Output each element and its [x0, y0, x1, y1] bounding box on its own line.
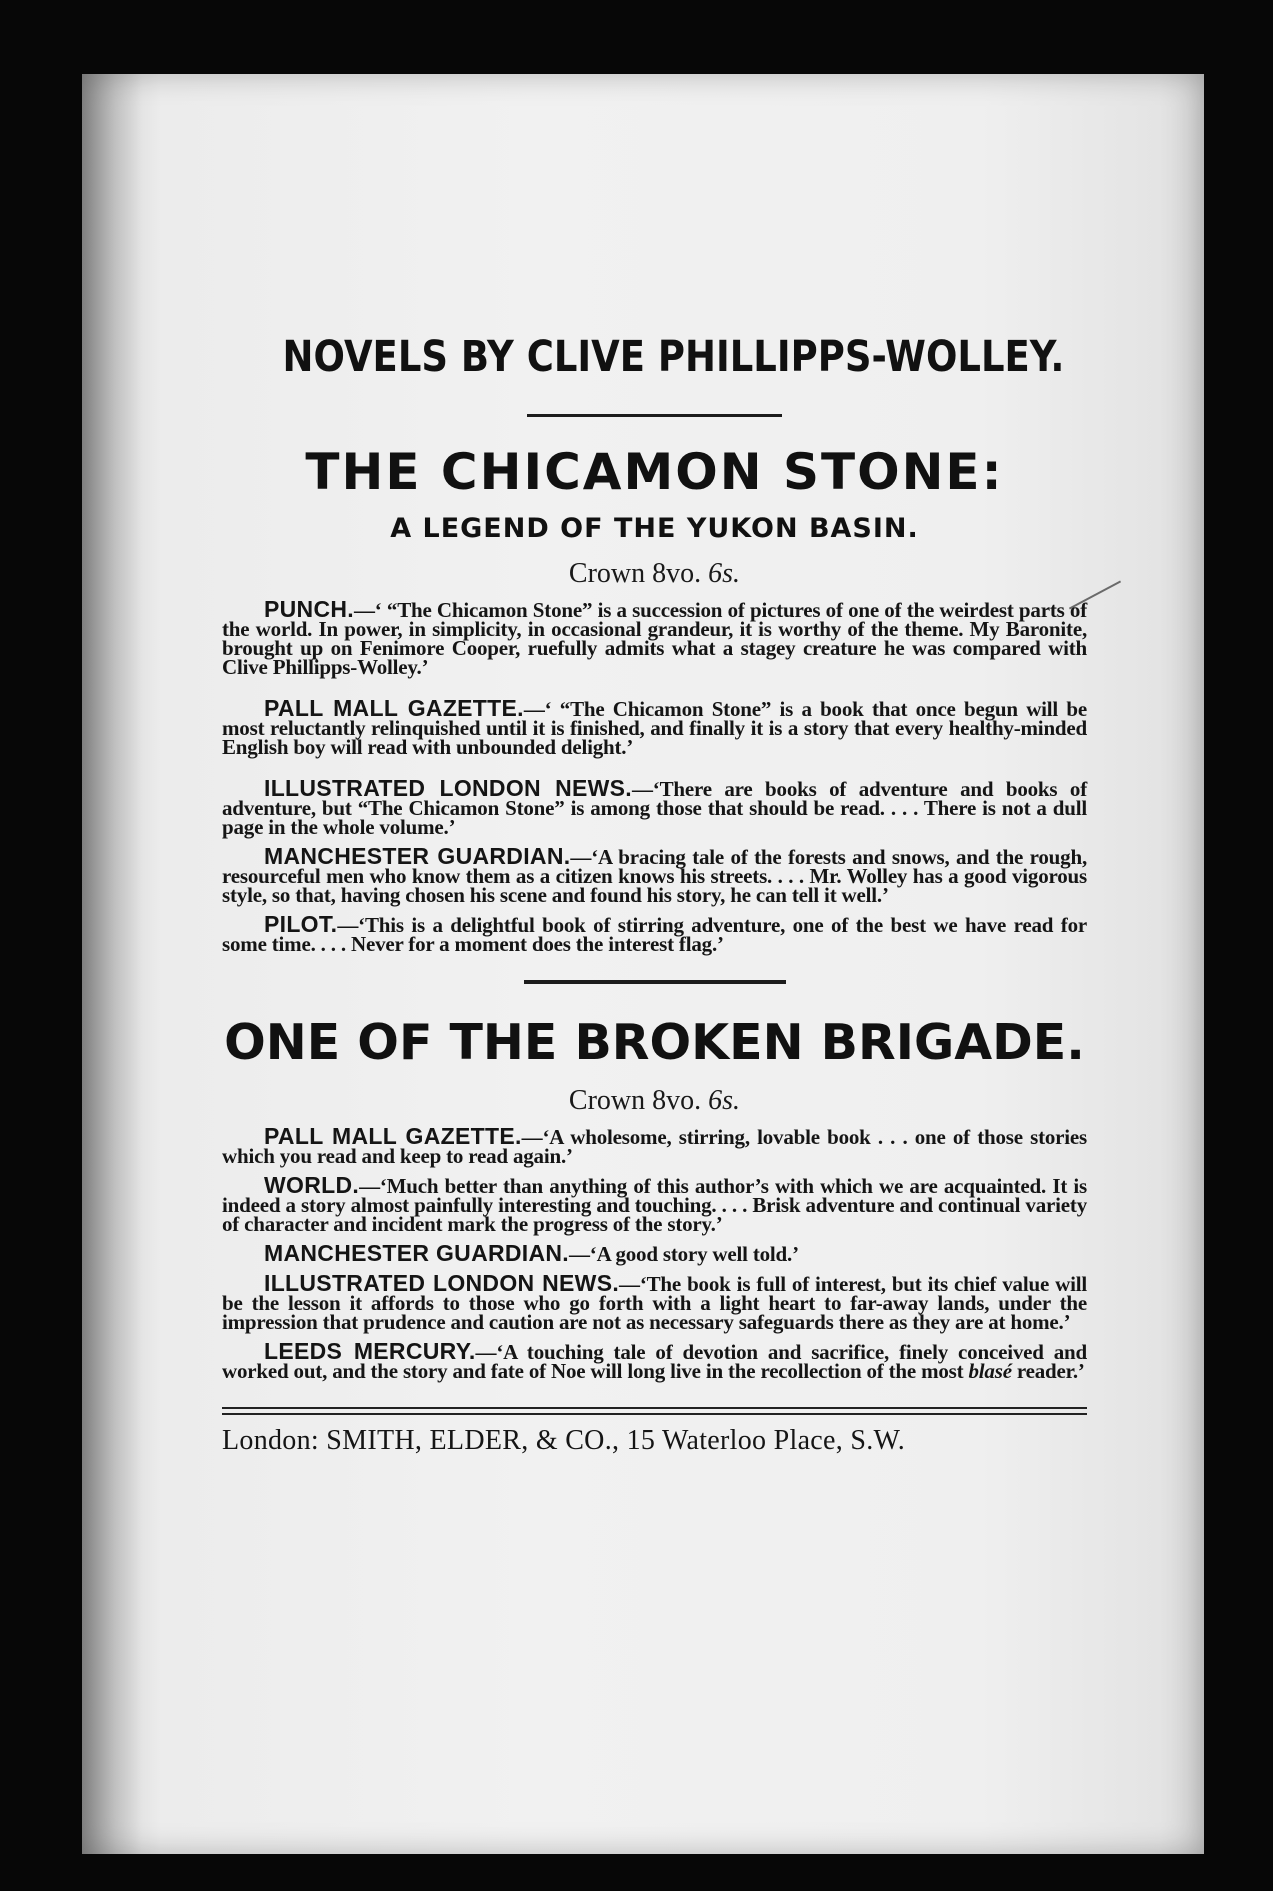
book2-review-world	[222, 1172, 1087, 1236]
book1-edition-price	[222, 558, 1087, 590]
book1-review-pall-mall	[222, 695, 1087, 759]
divider-rule	[527, 414, 782, 417]
book2-edition-price	[222, 1085, 1087, 1117]
book2-edition: Crown 8vo.	[568, 1085, 702, 1116]
review-quote: —‘A touching tale of devotion and sacrifice, finely conceived and worked out, and the story and fate of Noe will long live in the recollection of the most	[222, 1340, 1087, 1383]
review-quote: —‘The book is full of interest, but its chief value will be the lesson it affords to those who go forth with a light heart to far-away lands, under the impression that prudence and caution are not as necessary safeguards there as they are at home.’	[222, 1272, 1088, 1334]
imprint-city: London:	[222, 1425, 319, 1456]
book2-review-illustrated-london	[222, 1270, 1088, 1334]
review-source: LEEDS MERCURY.	[264, 1338, 476, 1364]
imprint-publisher: SMITH, ELDER, & CO.,	[326, 1425, 620, 1456]
advertisement-content	[222, 264, 1087, 1457]
review-quote: —‘There are books of adventure and books of adventure, but “The Chicamon Stone” is among those that should be read. . . . There is not a dull page in the whole volume.’	[222, 777, 1087, 839]
series-title: NOVELS BY CLIVE PHILLIPPS-WOLLEY.	[282, 332, 1065, 382]
review-source: WORLD.	[264, 1172, 360, 1198]
review-quote: —‘ “The Chicamon Stone” is a succession of pictures of one of the weirdest parts of the world. In power, in simplicity, in occasional grandeur, it is worthy of the theme. My Baronite, brought up on Fenimore Cooper, ruefully admits what a stagey creature he was compared with Clive Phillipps-Wolley.’	[222, 598, 1087, 679]
review-quote: reader.’	[1011, 1359, 1085, 1383]
review-quote: —‘A wholesome, stirring, lovable book . . . one of those stories which you read and keep to read again.’	[222, 1125, 1088, 1168]
review-quote: —‘A good story well told.’	[569, 1242, 799, 1266]
book2-review-pall-mall	[222, 1123, 1088, 1168]
page-edge-shadow	[82, 74, 142, 1854]
book1-review-manchester	[222, 843, 1087, 907]
publisher-imprint	[222, 1425, 1087, 1457]
printed-page	[82, 74, 1204, 1854]
book1-subtitle: A LEGEND OF THE YUKON BASIN.	[390, 513, 919, 544]
book1-edition: Crown 8vo.	[568, 558, 702, 589]
review-quote: —‘A bracing tale of the forests and snows, and the rough, resourceful men who know them as a citizen knows his streets. . . . Mr. Wolley has a good vigorous style, so that, having chosen his scene and found his story, he can tell it well.’	[222, 845, 1087, 907]
review-quote-italic: blasé	[968, 1359, 1012, 1383]
review-source: PALL MALL GAZETTE.	[264, 1123, 522, 1149]
review-source: PALL MALL GAZETTE.	[264, 695, 524, 721]
book1-price: 6s.	[708, 558, 741, 589]
divider-rule	[524, 980, 786, 984]
book1-title: THE CHICAMON STONE:	[305, 443, 1004, 501]
imprint-address: 15 Waterloo Place, S.W.	[626, 1425, 905, 1456]
book2-review-leeds	[222, 1338, 1087, 1383]
review-source: MANCHESTER GUARDIAN.	[264, 1240, 569, 1266]
book2-price: 6s.	[708, 1085, 741, 1116]
review-quote: —‘Much better than anything of this author’s with which we are acquainted. It is indeed a story almost painfully interesting and touching. . . . Brisk adventure and continual variety of character and incident mark the progress of the story.’	[222, 1174, 1087, 1236]
book2-title: ONE OF THE BROKEN BRIGADE.	[224, 1014, 1085, 1071]
review-source: PILOT.	[264, 911, 338, 937]
double-rule	[222, 1407, 1087, 1415]
book1-review-pilot	[222, 911, 1087, 956]
review-source: ILLUSTRATED LONDON NEWS.	[264, 1270, 620, 1296]
book1-review-punch	[222, 596, 1087, 679]
review-quote: —‘ “The Chicamon Stone” is a book that once begun will be most reluctantly relinquished until it is finished, and finally it is a story that every healthy-minded English boy will read with unbounded delight.’	[222, 697, 1087, 759]
review-source: ILLUSTRATED LONDON NEWS.	[264, 775, 632, 801]
review-quote: —‘This is a delightful book of stirring adventure, one of the best we have read for some time. . . . Never for a moment does the interest flag.’	[222, 913, 1087, 956]
book1-review-illustrated-london	[222, 775, 1087, 839]
review-source: MANCHESTER GUARDIAN.	[264, 843, 571, 869]
book2-review-manchester	[222, 1240, 1087, 1266]
review-source: PUNCH.	[264, 596, 354, 622]
